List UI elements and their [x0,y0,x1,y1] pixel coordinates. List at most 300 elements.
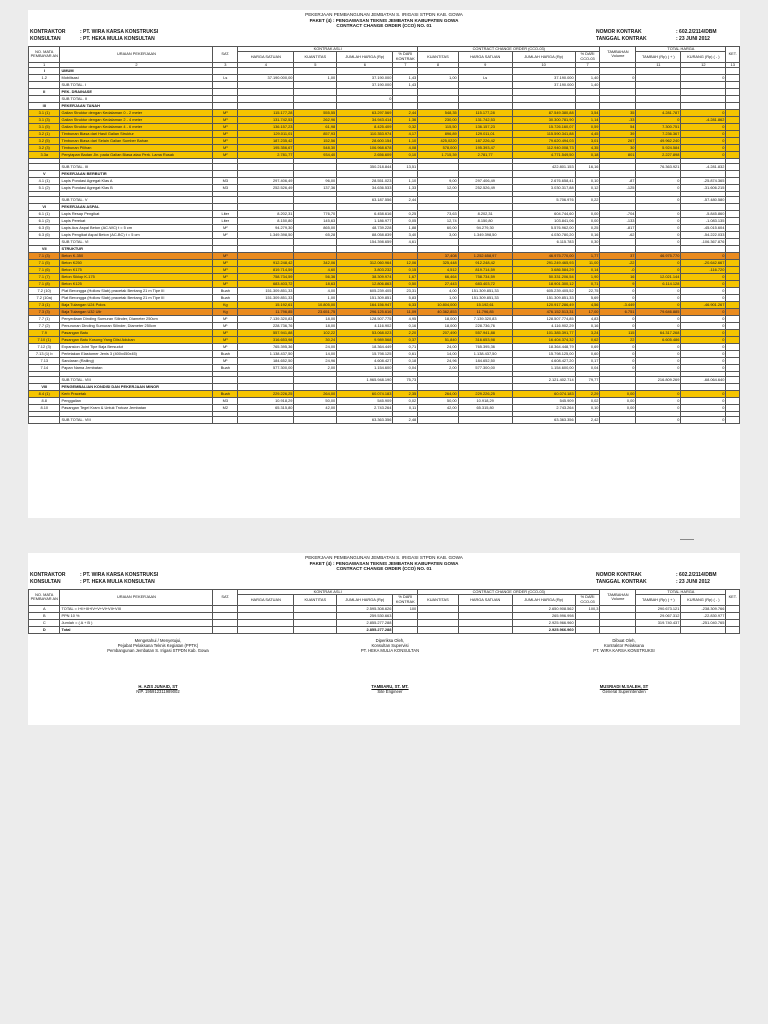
signature-left-line3: Pembangunan Jembatan S. Irigasi STPDN Kab. Gowa [107,647,209,653]
table-cell: 10.918,29 [458,398,512,405]
table-cell: Beton K125 [60,281,213,288]
table-cell: 0 [681,274,726,281]
table-cell: 60.074.183 [512,391,575,398]
table-cell: 0,04 [575,365,600,372]
table-cell: -87 [600,178,636,185]
contract-meta [28,29,740,46]
col-header-uraian: URAIAN PEKERJAAN [60,589,213,605]
table-cell [418,197,458,204]
contract-meta-2 [28,572,740,589]
table-cell [726,253,740,260]
subtotal-row [29,417,740,424]
table-cell: 128.507.775 [337,316,393,323]
table-cell: 6.605.486 [636,337,681,344]
table-cell: Perletakan Elastomer Jenis 3 (400x450x45) [60,351,213,358]
table-cell: 18,000 [418,316,458,323]
table-cell: 24,00 [294,344,337,351]
table-cell: 17,00 [575,309,600,316]
table-cell: 27,443 [418,281,458,288]
col-header-ket: KET. [726,46,740,62]
table-cell: 50,00 [294,398,337,405]
table-cell [726,89,740,96]
table-cell: 7.13 (1) b [29,351,60,358]
table-cell [726,626,740,633]
table-cell: 1,00 [418,295,458,302]
table-cell [726,110,740,117]
table-cell [726,351,740,358]
table-cell: -133 [600,218,636,225]
table-cell: 154.398.659 [337,239,393,246]
table-row [29,274,740,281]
table-cell: Baja Tulangan U32 Ulir [60,309,213,316]
table-cell [29,417,60,424]
table-cell: 0 [636,232,681,239]
table-cell: 297.406,49 [238,178,294,185]
table-cell [575,68,600,75]
column-number: 3 [213,62,238,68]
table-cell: 0,02 [393,398,418,405]
table-cell: 578,000 [418,145,458,152]
section-row [29,204,740,211]
table-cell: 7.1 (7) [29,274,60,281]
table-cell: UMUM [60,68,213,75]
table-cell [393,171,418,178]
table-cell [726,225,740,232]
table-cell: 0 [681,351,726,358]
table-cell: 4,45 [575,131,600,138]
table-cell: 2.925.966.960 [512,626,575,633]
document-header-2 [28,553,740,572]
table-cell: 0 [636,405,681,412]
table-cell: Pasangan Batu Kosong Yang Diisi Adukan [60,337,213,344]
table-cell: 8.202,31 [238,211,294,218]
table-cell: 9.989.568 [337,337,393,344]
tanggal-kontrak-label: TANGGAL KONTRAK [596,36,647,43]
table-cell: 65.315,80 [238,405,294,412]
table-cell: 0,00 [600,405,636,412]
table-cell: 0,00 [575,211,600,218]
table-cell: Plat Berongga (Hollow Slab) pracetak Bentang 21 m Tipe III [60,295,213,302]
table-cell [681,171,726,178]
table-cell [238,417,294,424]
table-cell [458,619,512,626]
table-cell: 79.620.494,03 [512,138,575,145]
project-title: PEKERJAAN PEMBANGUNAN JEMBATAN S. IRIGASI STPDN KAB. GOWA [305,12,463,17]
table-cell: 35 [600,110,636,117]
table-cell: 765.395,36 [238,344,294,351]
table-cell: 1.154.600 [337,365,393,372]
table-cell: 131.742,53 [238,117,294,124]
table-cell [294,619,337,626]
table-cell: 683.403,72 [238,281,294,288]
table-cell: 11,00 [575,260,600,267]
table-cell: 1,40 [575,75,600,82]
table-cell: 6.1 (1) [29,211,60,218]
table-cell: PEKERJAAN BERBUTIR [60,171,213,178]
table-cell: 425,0220 [418,138,458,145]
table-cell: Lapis Pengikat Aspal Beton (AC-BC) t = 5 cm [60,232,213,239]
table-cell: 7.13 [29,358,60,365]
table-cell: 548,35 [418,110,458,117]
table-cell: M³ [213,337,238,344]
table-cell: 49.962.240 [636,138,681,145]
table-cell: 30.300.781,90 [512,117,575,124]
table-cell: 63.297.569 [337,110,393,117]
table-cell [575,89,600,96]
table-cell: 6.3 (5) [29,225,60,232]
table-cell [418,82,458,89]
table-cell [458,417,512,424]
table-cell: Plat Berongga (Hollow Slab) pracetak Bentang 21 m Tipe III [60,288,213,295]
table-cell: -251.040.765 [681,619,726,626]
table-cell: Lapis Aus Aspal Beton (AC-WC) t = 5 cm [60,225,213,232]
table-cell [294,384,337,391]
table-cell: 0,61 [393,351,418,358]
table-cell: Baja Tulangan U24 Polos [60,302,213,309]
col-header-harga-satuan-cco: HARGA SATUAN [458,52,512,62]
table-cell [418,377,458,384]
table-cell [681,68,726,75]
table-cell: 0,60 [575,351,600,358]
table-cell: 63.363.356 [512,417,575,424]
table-cell [29,197,60,204]
table-cell: 2,29 [575,391,600,398]
table-cell: 46.975.770 [636,253,681,260]
table-cell: Buah [213,295,238,302]
table-cell: 3.030.317,88 [512,185,575,192]
table-cell [636,384,681,391]
col-header-cco: CONTRACT CHANGE ORDER (CCO-03) [418,589,600,595]
table-cell: -0 [600,267,636,274]
table-cell: -125 [600,185,636,192]
signature-right [534,638,714,654]
table-cell: M3 [213,178,238,185]
table-cell: SUB TOTAL. VIII [60,377,213,384]
table-cell: Timbunan Biasa dari Selain Galian Sumber Bahan [60,138,213,145]
table-cell: 1.349.398,50 [458,232,512,239]
table-cell: 0 [636,398,681,405]
konsultan-label-2: KONSULTAN [30,579,61,586]
column-number: 2 [60,62,213,68]
table-cell: 94.279,30 [238,225,294,232]
table-cell [726,619,740,626]
signature-left [68,638,248,654]
table-cell: 22,75 [575,288,600,295]
table-cell: 264,00 [418,391,458,398]
table-cell: 18,63 [294,281,337,288]
table-cell: 3,24 [575,330,600,337]
table-row [29,405,740,412]
table-cell [636,246,681,253]
table-row [29,260,740,267]
section-row [29,384,740,391]
table-cell: Pasangan Tegel Kram & Untuk Trotoar Jembatan [60,405,213,412]
table-cell [458,164,512,171]
kontraktor-label-2: KONTRAKTOR [30,571,66,578]
table-cell [726,344,740,351]
table-cell: Lapis Pondasi Agregat Klas A [60,178,213,185]
section-row [29,68,740,75]
table-cell [337,253,393,260]
table-cell [393,96,418,103]
table-cell: 28.600.154 [337,138,393,145]
table-cell: 557.941,88 [458,330,512,337]
table-cell: SUB TOTAL. III [60,164,213,171]
table-cell: 0,14 [575,267,600,274]
table-cell: 2,00 [418,365,458,372]
table-cell: 8.10 [29,405,60,412]
table-cell: SUB TOTAL. VIII [60,417,213,424]
table-cell [600,612,636,619]
table-cell: 3.2 (1) [29,131,60,138]
col-header-tambahan-volume: TAMBAHAN Volume [600,589,636,605]
table-row [29,344,740,351]
table-cell: -57.480.580 [681,197,726,204]
table-cell: 3,00 [418,232,458,239]
table-cell: 3.1 (1) [29,110,60,117]
table-cell: M³ [213,131,238,138]
table-cell: 0,11 [393,405,418,412]
table-cell: B [29,612,60,619]
table-cell: 0 [681,152,726,159]
table-cell [393,89,418,96]
table-cell: 0,05 [393,218,418,225]
table-cell: 8.8 [29,398,60,405]
table-head [29,46,740,67]
table-row [29,138,740,145]
table-cell: 7.236.367 [636,131,681,138]
col-header-uraian: URAIAN PEKERJAAN [60,46,213,62]
table-cell [213,171,238,178]
table-cell [600,68,636,75]
table-cell: M3 [213,185,238,192]
table-cell: 0,17 [575,358,600,365]
table-cell: 0,71 [575,281,600,288]
table-row [29,323,740,330]
table-cell [418,626,458,633]
table-cell: 73,63 [418,211,458,218]
table-cell: 1.715,39 [418,152,458,159]
table-cell [726,246,740,253]
col-header-cco: CONTRACT CHANGE ORDER (CCO-03) [418,46,600,52]
table-cell: 4,83 [575,316,600,323]
table-cell: 1,43 [393,75,418,82]
table-cell: 3,01 [575,138,600,145]
table-cell: 7.2 (10a) [29,295,60,302]
table-cell: 34.943.414 [337,117,393,124]
table-cell: 1,10 [393,138,418,145]
table-cell: M³ [213,124,238,131]
table-cell: 88.058.839 [337,232,393,239]
table-cell: 4,95 [393,316,418,323]
col-header-total-harga: TOTAL HARGA [636,589,726,595]
table-cell: 64.317.268 [636,330,681,337]
table-cell: 12,00 [418,185,458,192]
table-cell: 229.226,25 [238,391,294,398]
table-cell: 2,44 [393,110,418,117]
table-cell [512,103,575,110]
table-cell: 1,14 [575,117,600,124]
table-row [29,152,740,159]
table-cell [238,619,294,626]
table-cell: 115.177,28 [238,110,294,117]
table-cell: 12.806.863 [337,281,393,288]
table-cell: 0 [600,358,636,365]
table-cell: 37.190.000 [512,82,575,89]
table-cell [681,204,726,211]
table-cell: 0 [636,218,681,225]
table-cell [726,260,740,267]
table-cell: M¹ [213,323,238,330]
table-cell [726,197,740,204]
table-cell [600,164,636,171]
table-cell: -116.720 [681,267,726,274]
summary-table [28,589,740,634]
table-cell: 5,69 [575,295,600,302]
table-cell: -3.449 [600,302,636,309]
table-cell: 264,00 [294,391,337,398]
table-cell: 39 [600,131,636,138]
table-cell: 37.190.000 [337,75,393,82]
table-cell: 0,00 [600,391,636,398]
table-cell [393,68,418,75]
table-cell [458,103,512,110]
table-cell: 0,71 [393,344,418,351]
table-row [29,358,740,365]
table-cell: Ls [458,75,512,82]
table-cell [29,377,60,384]
table-cell: 912.248,42 [238,260,294,267]
table-cell: 262,96 [294,117,337,124]
table-cell: M³ [213,253,238,260]
table-cell [726,204,740,211]
table-cell: Timbunan Biasa dari Hasil Galian Struktur [60,131,213,138]
table-cell: 30,24 [294,337,337,344]
table-cell: 4,61 [393,239,418,246]
table-cell: Beton K-350 [60,253,213,260]
table-cell: 3,40 [393,232,418,239]
table-cell: VIII [29,384,60,391]
section-row [29,103,740,110]
table-cell: 0 [681,398,726,405]
col-header-jumlah-harga-cco: JUMLAH HARGA (Rp) [512,595,575,605]
table-cell: 0,15 [393,267,418,274]
table-cell: 15.798.125 [337,351,393,358]
col-header-sat: SAT. [213,46,238,62]
table-row [29,351,740,358]
table-cell: 24,96 [294,358,337,365]
table-cell: 0,04 [393,365,418,372]
table-cell [458,626,512,633]
table-cell [726,612,740,619]
table-cell: 3.1 (3) [29,117,60,124]
table-cell: 7.1 (3) [29,253,60,260]
table-cell: 18.364.449 [337,344,393,351]
table-cell: -20.642.667 [681,260,726,267]
table-cell [213,239,238,246]
table-cell: -62 [600,232,636,239]
table-cell: -45.015.604 [681,225,726,232]
table-cell: 115.590.341,88 [512,131,575,138]
table-cell: 4,512 [418,267,458,274]
table-cell: 50.331.206,54 [512,274,575,281]
table-cell [681,82,726,89]
table-cell: 865,00 [294,225,337,232]
table-cell: M³ [213,145,238,152]
table-cell: 2.656.609 [337,152,393,159]
table-cell: -22 [600,260,636,267]
table-cell: 13,51 [393,164,418,171]
table-cell: TOTAL = I+II+III+IV+V+VI+VII+VIII [60,605,213,612]
table-cell [575,246,600,253]
table-cell [575,626,600,633]
table-row [29,178,740,185]
table-cell: 0,00 [600,398,636,405]
table-cell [458,197,512,204]
table-cell: 9,00 [418,178,458,185]
table-cell: 15.192,61 [238,302,294,309]
table-cell: SUB TOTAL. V [60,197,213,204]
table-cell: 1.154.600,00 [512,365,575,372]
table-cell [418,68,458,75]
table-cell: 2.781,77 [458,152,512,159]
table-cell [393,612,418,619]
table-cell: 0 [600,288,636,295]
konsultan-label: KONSULTAN [30,36,61,43]
table-cell: 0 [636,351,681,358]
table-cell: 819.714,59 [238,267,294,274]
table-cell: 164.156.947 [337,302,393,309]
table-cell [458,377,512,384]
konsultan-value: : PT. HEKA MULIA KONSULTAN [80,36,155,43]
table-cell: 145,63 [294,218,337,225]
table-cell: 605.239.405,52 [512,288,575,295]
table-cell: 195.356,67 [238,145,294,152]
table-cell: 8.150,80 [238,218,294,225]
table-cell: 195.393,47 [458,145,512,152]
table-cell: 0 [681,145,726,152]
table-cell: 5.706.976 [512,197,575,204]
table-cell [294,164,337,171]
col-header-kuantitas-cco: KUANTITAS [418,52,458,62]
table-cell: 0,59 [575,124,600,131]
col-header-pct-kontrak: % DARI KONTRAK [393,52,418,62]
table-row [29,232,740,239]
document-header [28,10,740,29]
subtotal-row [29,96,740,103]
table-cell: 129.011,01 [238,131,294,138]
table-cell: 2,20 [393,330,418,337]
table-cell: 129.011,01 [458,131,512,138]
table-cell [726,358,740,365]
table-cell: 131.742,53 [458,117,512,124]
table-cell: 0 [600,351,636,358]
table-cell [418,619,458,626]
table-cell: 557.941,88 [238,330,294,337]
table-cell: 819.714,59 [458,267,512,274]
table-cell: 1.349.398,50 [238,232,294,239]
table-cell: 6.751 [600,309,636,316]
column-number: 8 [418,62,458,68]
table-cell [458,384,512,391]
table-cell: 23,31 [393,288,418,295]
table-cell: 48.739.228 [337,225,393,232]
col-header-jumlah-harga-cco: JUMLAH HARGA (Rp) [512,52,575,62]
table-cell: M³ [213,281,238,288]
table-cell [726,288,740,295]
table-cell [393,384,418,391]
table-cell [418,171,458,178]
